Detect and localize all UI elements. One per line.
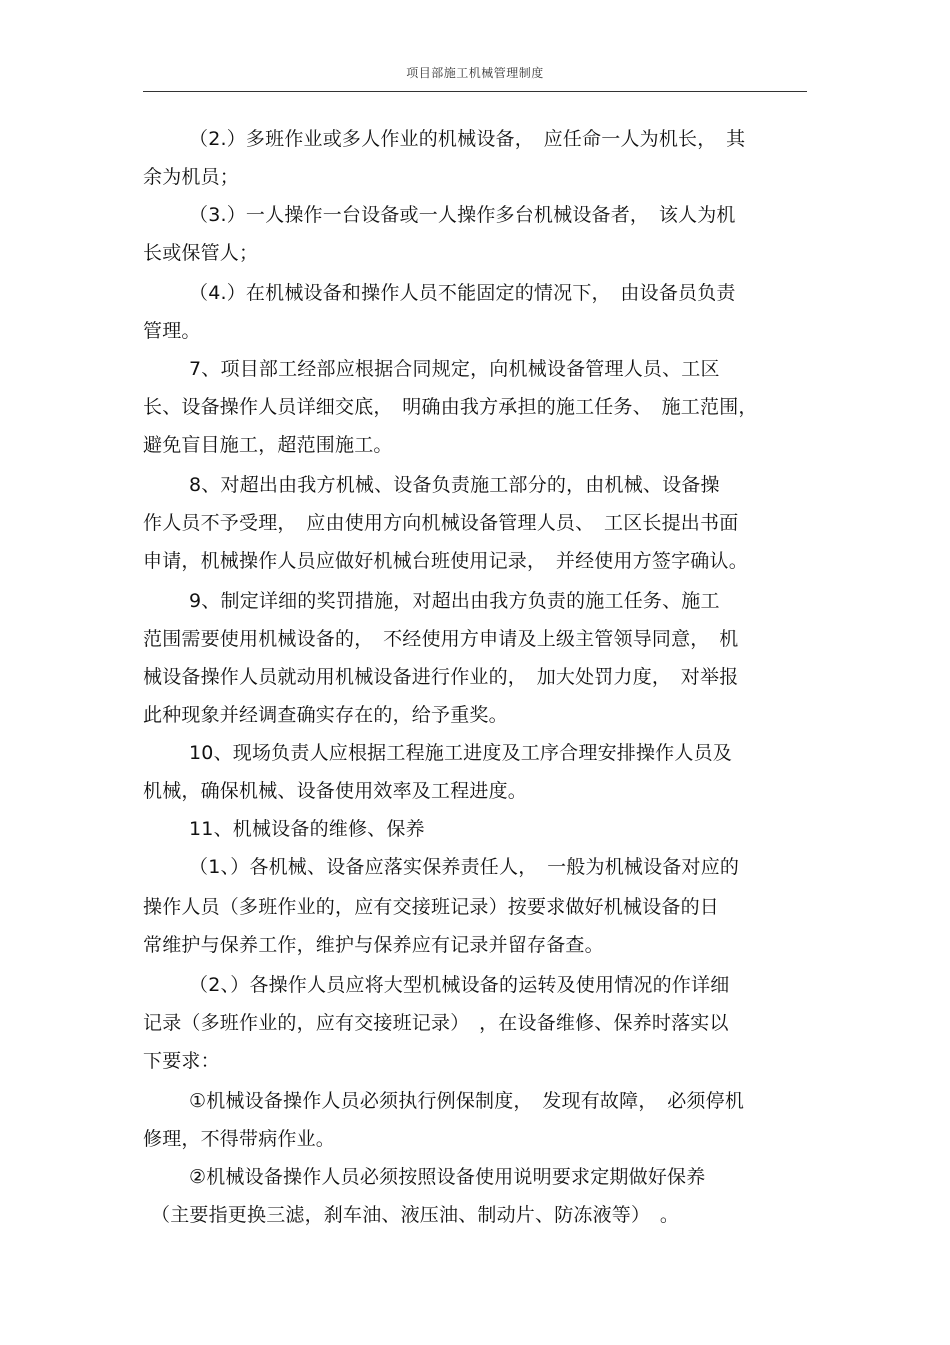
text-line: （3.）一人操作一台设备或一人操作多台机械设备者， 该人为机 — [189, 204, 736, 226]
text-line: 9、制定详细的奖罚措施，对超出由我方负责的施工任务、施工 — [189, 590, 720, 612]
text-line: 管理。 — [143, 320, 201, 342]
text-line: 申请，机械操作人员应做好机械台班使用记录， 并经使用方签字确认。 — [143, 550, 748, 572]
text-line: 机械，确保机械、设备使用效率及工程进度。 — [143, 780, 528, 802]
text-line: （4.）在机械设备和操作人员不能固定的情况下， 由设备员负责 — [189, 282, 736, 304]
text-line: ②机械设备操作人员必须按照设备使用说明要求定期做好保养 — [189, 1166, 706, 1188]
text-line: 常维护与保养工作，维护与保养应有记录并留存备查。 — [143, 934, 604, 956]
text-line: （2.）多班作业或多人作业的机械设备， 应任命一人为机长， 其 — [189, 128, 746, 150]
text-line: 作人员不予受理， 应由使用方向机械设备管理人员、 工区长提出书面 — [143, 512, 739, 534]
text-line: 余为机员； — [143, 166, 240, 188]
text-line: （1、）各机械、设备应落实保养责任人， 一般为机械设备对应的 — [189, 856, 740, 878]
text-line: （主要指更换三滤，刹车油、液压油、制动片、防冻液等） 。 — [151, 1204, 680, 1226]
text-line: 8、对超出由我方机械、设备负责施工部分的，由机械、设备操 — [189, 474, 720, 496]
text-line: 下要求： — [143, 1050, 220, 1072]
text-line: 范围需要使用机械设备的， 不经使用方申请及上级主管领导同意， 机 — [143, 628, 739, 650]
text-line: 此种现象并经调查确实存在的，给予重奖。 — [143, 704, 508, 726]
text-line: 避免盲目施工，超范围施工。 — [143, 434, 393, 456]
text-line: （2、）各操作人员应将大型机械设备的运转及使用情况的作详细 — [189, 974, 730, 996]
text-line: 长、设备操作人员详细交底， 明确由我方承担的施工任务、 施工范围， — [143, 396, 758, 418]
page-header-title: 项目部施工机械管理制度 — [406, 66, 544, 80]
text-line: 长或保管人； — [143, 242, 259, 264]
text-line: 修理，不得带病作业。 — [143, 1128, 336, 1150]
text-line: 记录（多班作业的，应有交接班记录） ，在设备维修、保养时落实以 — [143, 1012, 729, 1034]
text-line: 10、现场负责人应根据工程施工进度及工序合理安排操作人员及 — [189, 742, 732, 764]
text-line: 7、项目部工经部应根据合同规定，向机械设备管理人员、工区 — [189, 358, 720, 380]
header-divider — [143, 91, 807, 92]
text-line: ①机械设备操作人员必须执行例保制度， 发现有故障， 必须停机 — [189, 1090, 745, 1112]
text-line: 械设备操作人员就动用机械设备进行作业的， 加大处罚力度， 对举报 — [143, 666, 739, 688]
text-line: 操作人员（多班作业的，应有交接班记录）按要求做好机械设备的日 — [143, 896, 720, 918]
text-line: 11、机械设备的维修、保养 — [189, 818, 425, 840]
